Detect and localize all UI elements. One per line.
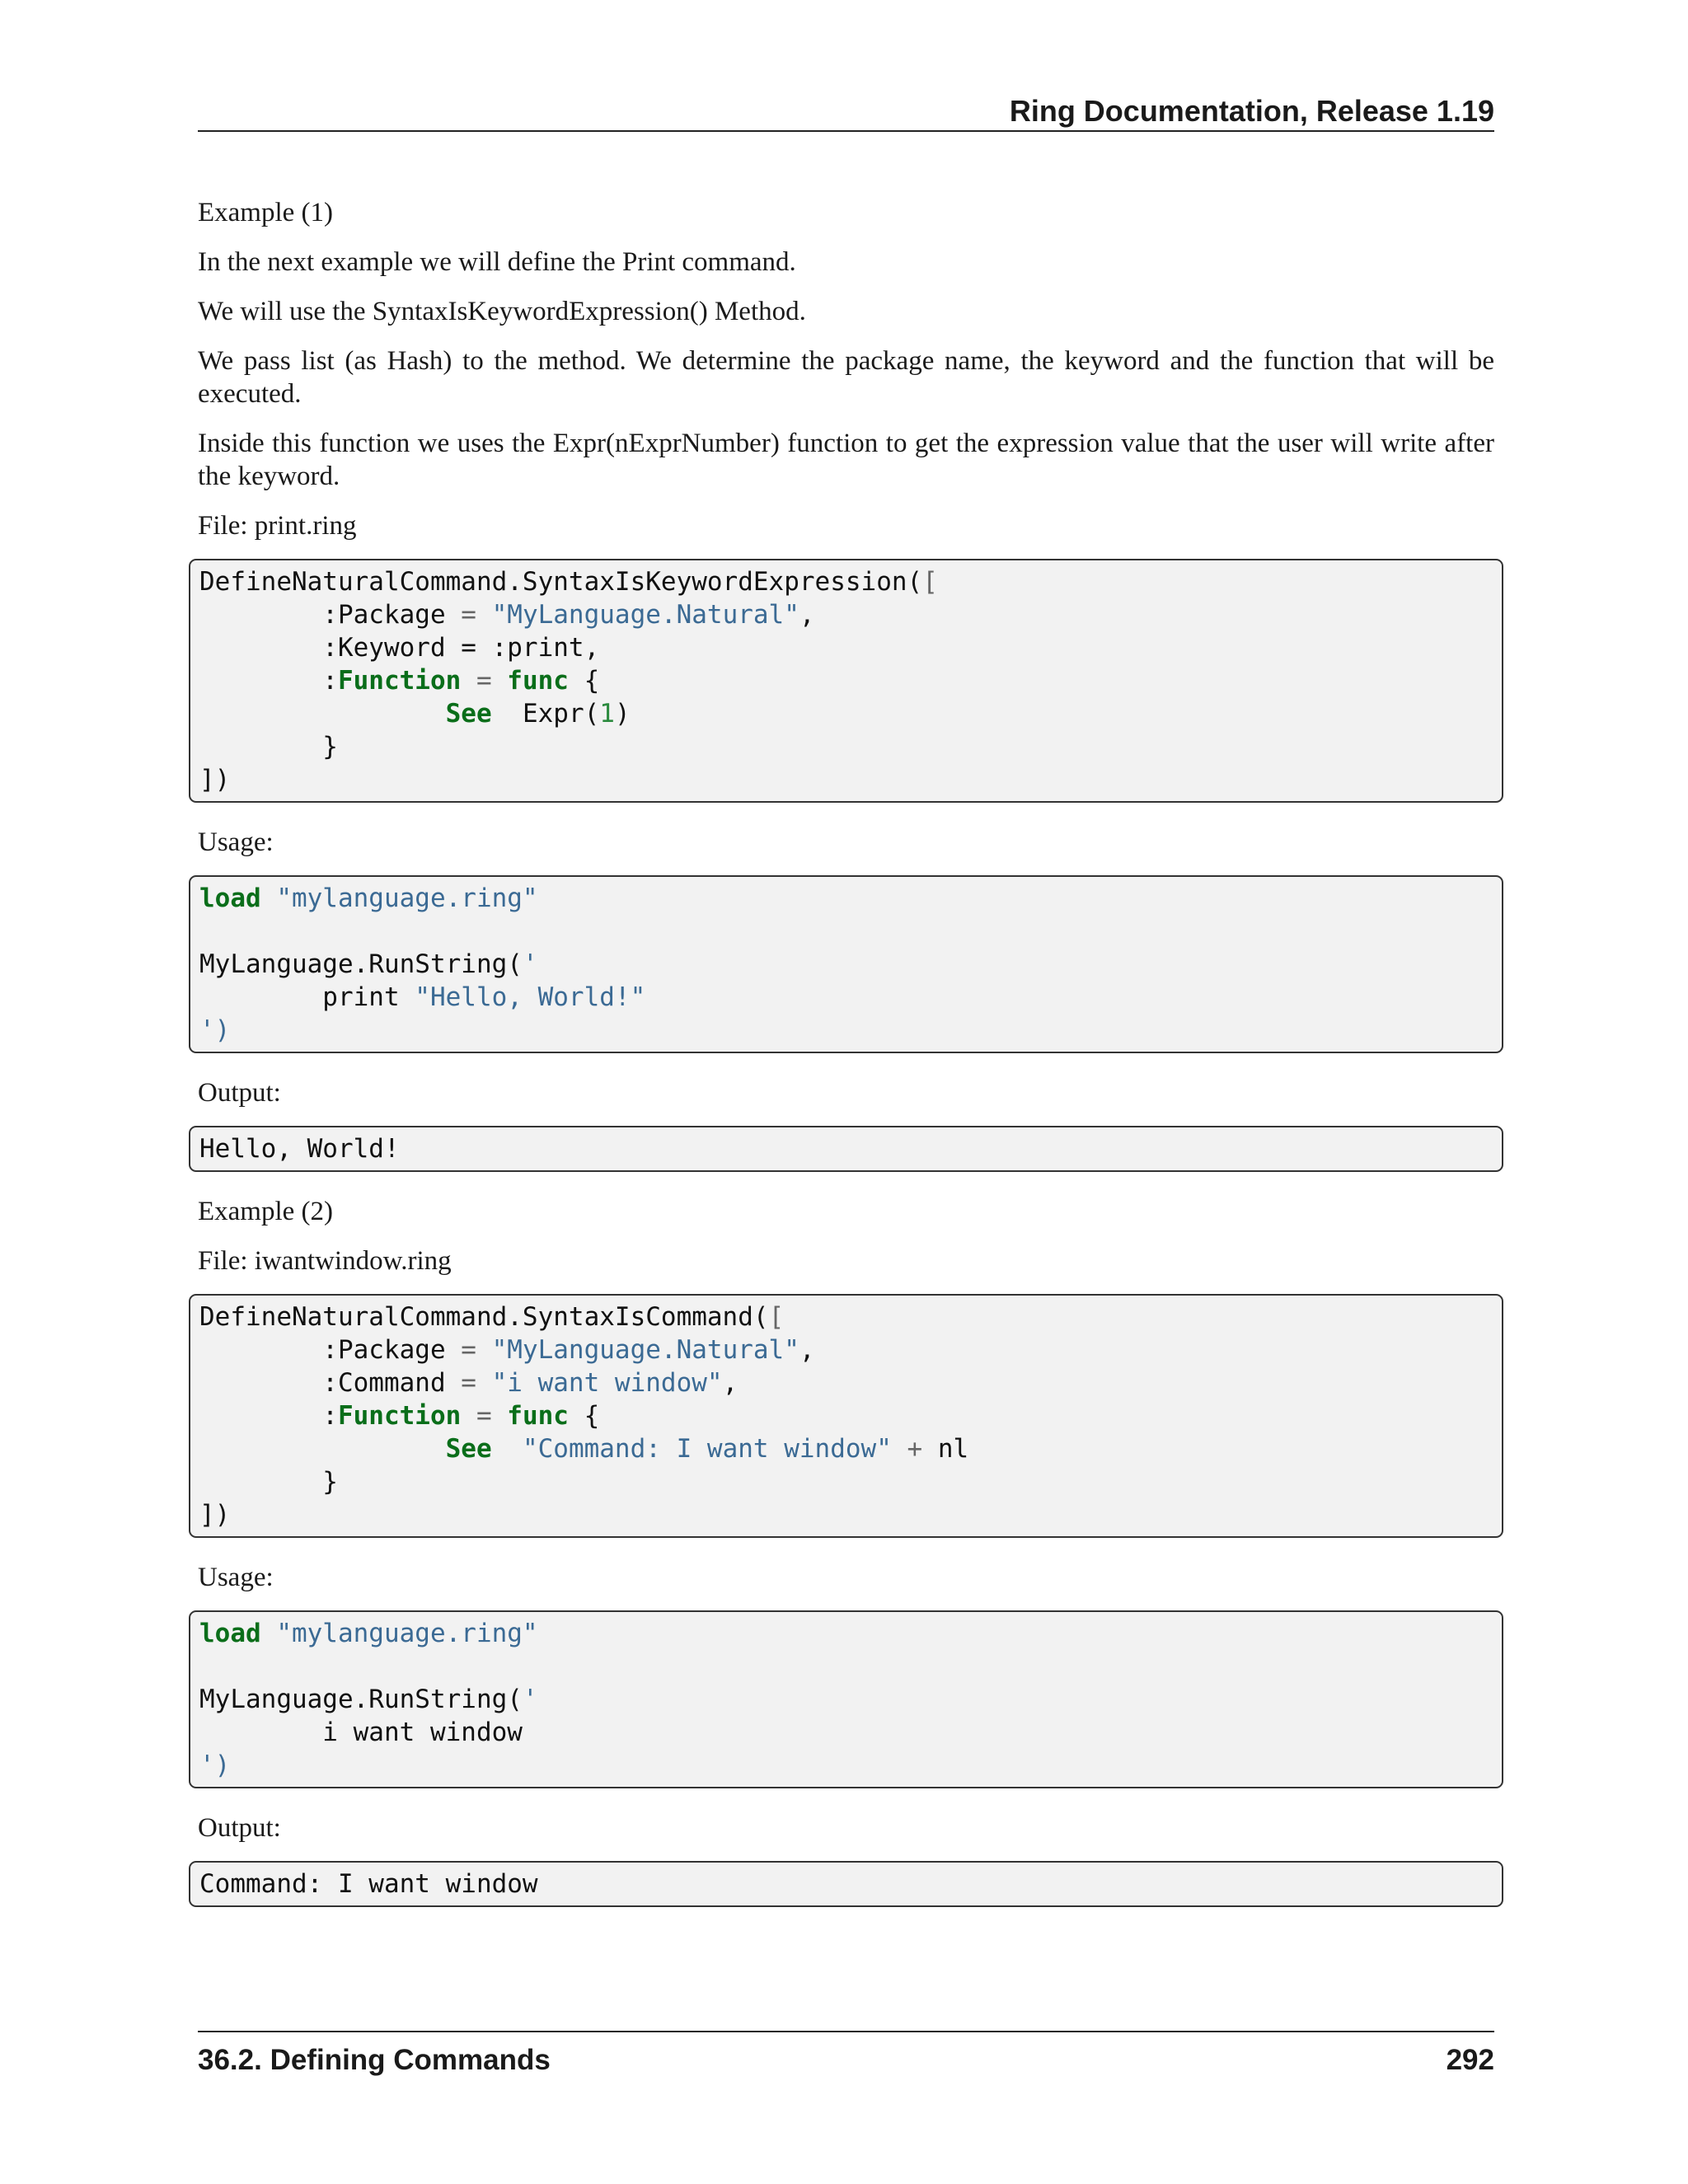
code-line: :Keyword = :print, xyxy=(199,633,600,663)
example-2-code-block[interactable] xyxy=(189,1294,1503,1538)
example-1-usage-label: Usage: xyxy=(198,827,274,857)
example-2-usage-label: Usage: xyxy=(198,1563,274,1592)
code-line: :Package = "MyLanguage.Natural", xyxy=(199,1335,815,1365)
example-1-paragraph-4: Inside this function we uses the Expr(nExprNumber) function to get the expression value that the user will write after the keyword. xyxy=(198,429,1494,491)
code-line: load "mylanguage.ring" xyxy=(199,883,538,913)
example-2-output-block[interactable] xyxy=(189,1861,1503,1907)
code-line: DefineNaturalCommand.SyntaxIsKeywordExpression([ xyxy=(199,567,938,597)
code-line: i want window xyxy=(199,1718,523,1747)
code-line: :Function = func { xyxy=(199,666,600,696)
example-1-output-label: Output: xyxy=(198,1078,281,1108)
code-line: See "Command: I want window" + nl xyxy=(445,1434,969,1464)
example-2-usage-block[interactable] xyxy=(189,1610,1503,1788)
code-line xyxy=(199,1650,1493,1683)
footer-section-title: 36.2. Defining Commands xyxy=(198,2044,551,2076)
code-line: :Command = "i want window", xyxy=(199,1368,738,1398)
code-line: See Expr(1) xyxy=(445,699,631,729)
example-1-output-block[interactable] xyxy=(189,1126,1503,1172)
code-line: print "Hello, World!" xyxy=(199,982,646,1012)
example-1-heading: Example (1) xyxy=(198,198,334,227)
page-content xyxy=(198,196,1494,1930)
code-line: Command: I want window xyxy=(199,1869,538,1899)
code-line: ]) xyxy=(199,1500,231,1530)
code-line: MyLanguage.RunString(' xyxy=(199,1685,538,1714)
code-line: ') xyxy=(199,1015,231,1045)
code-line: ') xyxy=(199,1750,231,1780)
footer-page-number: 292 xyxy=(1446,2044,1494,2076)
example-1-code-block[interactable] xyxy=(189,559,1503,803)
page-footer xyxy=(198,2031,1494,2079)
code-line: } xyxy=(199,1467,338,1497)
example-1-paragraph-1: In the next example we will define the Print command. xyxy=(198,247,796,277)
example-2-heading: Example (2) xyxy=(198,1197,334,1226)
example-2-output-label: Output: xyxy=(198,1813,281,1843)
code-line: :Package = "MyLanguage.Natural", xyxy=(199,600,815,630)
example-1-paragraph-2: We will use the SyntaxIsKeywordExpression() Method. xyxy=(198,297,806,326)
code-line: ]) xyxy=(199,765,231,794)
code-line: :Function = func { xyxy=(199,1401,600,1431)
code-line: load "mylanguage.ring" xyxy=(199,1619,538,1648)
header-title: Ring Documentation, Release 1.19 xyxy=(1009,94,1494,128)
page-header xyxy=(198,92,1494,132)
example-1-usage-block[interactable] xyxy=(189,875,1503,1053)
code-line: Hello, World! xyxy=(199,1134,400,1164)
code-line: } xyxy=(199,732,338,762)
code-line xyxy=(199,915,1493,948)
example-2-file-label: File: iwantwindow.ring xyxy=(198,1246,452,1276)
example-1-paragraph-3: We pass list (as Hash) to the method. We determine the package name, the keyword and the function that will be executed. xyxy=(198,346,1494,409)
code-line: DefineNaturalCommand.SyntaxIsCommand([ xyxy=(199,1302,785,1332)
code-line: MyLanguage.RunString(' xyxy=(199,949,538,979)
example-1-file-label: File: print.ring xyxy=(198,511,357,541)
